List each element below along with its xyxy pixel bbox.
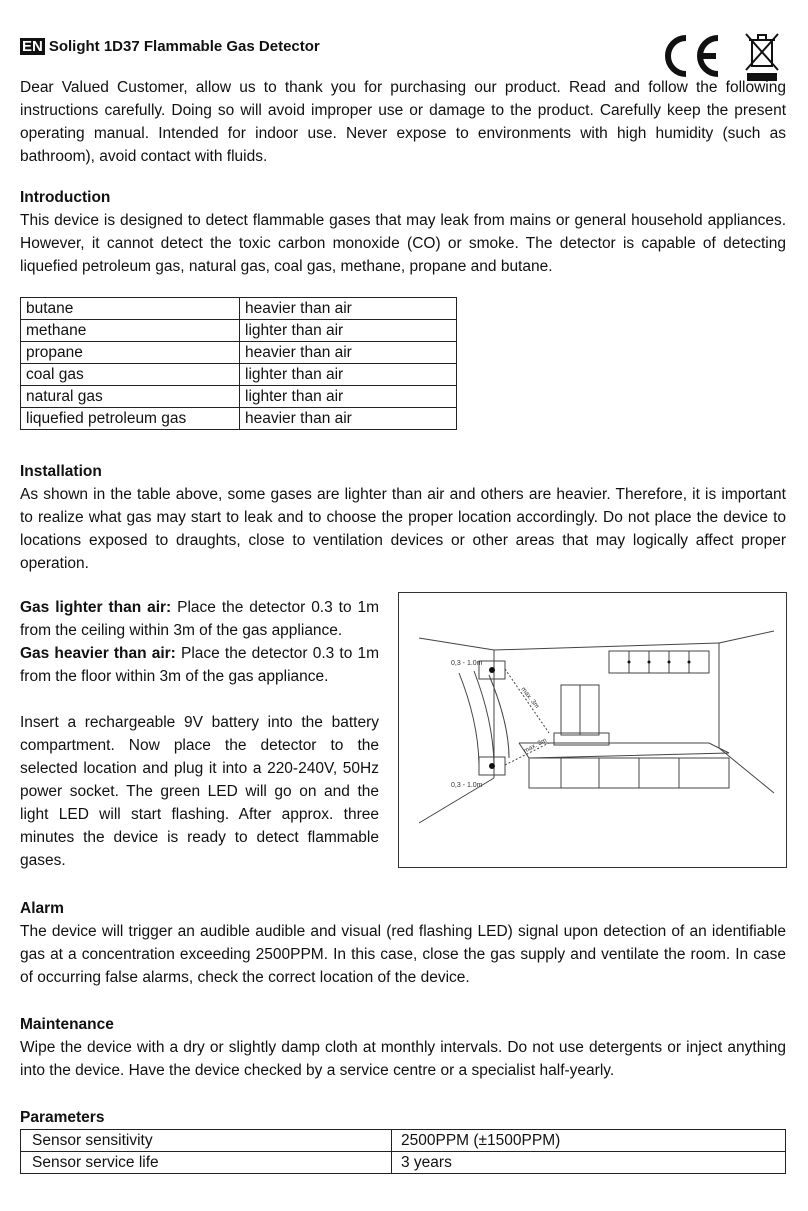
alarm-section [20, 897, 786, 989]
weee-bin-icon [746, 34, 778, 80]
installation-heading: Installation [20, 463, 102, 480]
installation-text: As shown in the table above, some gases are lighter than air and others are heavier. Therefore, it is important to realize what gas may start to leak and to choose the proper location accordingly. Do not place the device to locations exposed to draughts, close to ventilation devices or other areas that may logically affect proper operation. [20, 486, 786, 572]
table-row [21, 364, 457, 386]
parameter-name-cell: Sensor service life [21, 1152, 392, 1174]
introduction-heading: Introduction [20, 189, 111, 206]
language-badge: EN [22, 38, 43, 55]
gas-density-table-wrap [20, 297, 457, 430]
alarm-text: The device will trigger an audible audible and visual (red flashing LED) signal upon detection of an identifiable gas at a concentration exceeding 2500PPM. In this case, close the gas supply and ventilate the room. In case of occurring false alarms, check the correct location of the device. [20, 923, 786, 986]
table-row [21, 320, 457, 342]
ce-mark-icon [668, 38, 718, 74]
gas-name-cell: liquefied petroleum gas [21, 408, 240, 430]
battery-instructions: Insert a rechargeable 9V battery into the battery compartment. Now place the detector to the selected location and plug it into a 220-240V, 50Hz power socket. The green LED will go on and the light LED will start flashing. After approx. three minutes the device is ready to detect flammable gases. [20, 714, 379, 869]
kitchen-illustration [399, 593, 786, 867]
lighter-label: Gas lighter than air: [20, 599, 172, 616]
table-row [21, 342, 457, 364]
certification-marks [656, 30, 786, 82]
parameter-name-cell: Sensor sensitivity [21, 1130, 392, 1152]
heavier-text: Place the detector 0.3 to 1m from the floor within 3m of the gas appliance. [20, 645, 380, 685]
maintenance-text: Wipe the device with a dry or slightly damp cloth at monthly intervals. Do not use detergents or inject anything into the device. Have the device checked by a service centre or a specialist half-yearly. [20, 1039, 786, 1079]
introduction-text: This device is designed to detect flammable gases that may leak from mains or general household appliances. However, it cannot detect the toxic carbon monoxide (CO) or smoke. The detector is capable of detecting liquefied petroleum gas, natural gas, coal gas, methane, propane and butane. [20, 212, 786, 275]
introduction-section [20, 186, 786, 278]
gas-density-cell: heavier than air [240, 342, 457, 364]
gas-name-cell: coal gas [21, 364, 240, 386]
max-distance-label-top: max. 3m [519, 685, 541, 710]
ceiling-distance-label: 0,3 - 1.0m [451, 660, 483, 667]
heavier-placement [20, 642, 379, 688]
gas-name-cell: propane [21, 342, 240, 364]
parameter-value-cell: 2500PPM (±1500PPM) [392, 1130, 786, 1152]
gas-density-cell: lighter than air [240, 386, 457, 408]
table-row [21, 386, 457, 408]
gas-name-cell: butane [21, 298, 240, 320]
document-title: Solight 1D37 Flammable Gas Detector [48, 38, 320, 55]
lighter-placement [20, 596, 379, 642]
gas-density-cell: lighter than air [240, 364, 457, 386]
gas-density-table [20, 297, 457, 430]
table-row [21, 1130, 786, 1152]
gas-density-cell: heavier than air [240, 298, 457, 320]
installation-section [20, 460, 786, 575]
alarm-heading: Alarm [20, 900, 64, 917]
document-header [20, 35, 320, 57]
kitchen-placement-diagram [398, 592, 787, 868]
intro-paragraph: Dear Valued Customer, allow us to thank you for purchasing our product. Read and follow the following instructions carefully. Doing so will avoid improper use or damage to the product. Carefully keep the present operating manual. Intended for indoor use. Never expose to environments with high humidity (such as bathroom), avoid contact with fluids. [20, 79, 786, 165]
parameter-value-cell: 3 years [392, 1152, 786, 1174]
table-row [21, 1152, 786, 1174]
maintenance-section [20, 1013, 786, 1082]
gas-density-cell: lighter than air [240, 320, 457, 342]
ceiling-detector-icon [489, 667, 495, 673]
floor-distance-label: 0,3 - 1.0m [451, 782, 483, 789]
gas-name-cell: natural gas [21, 386, 240, 408]
gas-density-cell: heavier than air [240, 408, 457, 430]
parameters-heading: Parameters [20, 1109, 105, 1126]
parameters-table [20, 1129, 786, 1174]
parameters-section [20, 1106, 786, 1174]
heavier-label: Gas heavier than air: [20, 645, 176, 662]
gas-name-cell: methane [21, 320, 240, 342]
maintenance-heading: Maintenance [20, 1016, 114, 1033]
lighter-text: Place the detector 0.3 to 1m from the ceiling within 3m of the gas appliance. [20, 599, 380, 639]
table-row [21, 298, 457, 320]
placement-column [20, 596, 379, 872]
max-distance-label-bottom: max. 3m [522, 736, 548, 755]
intro-section [20, 76, 786, 168]
floor-detector-icon [489, 763, 495, 769]
table-row [21, 408, 457, 430]
